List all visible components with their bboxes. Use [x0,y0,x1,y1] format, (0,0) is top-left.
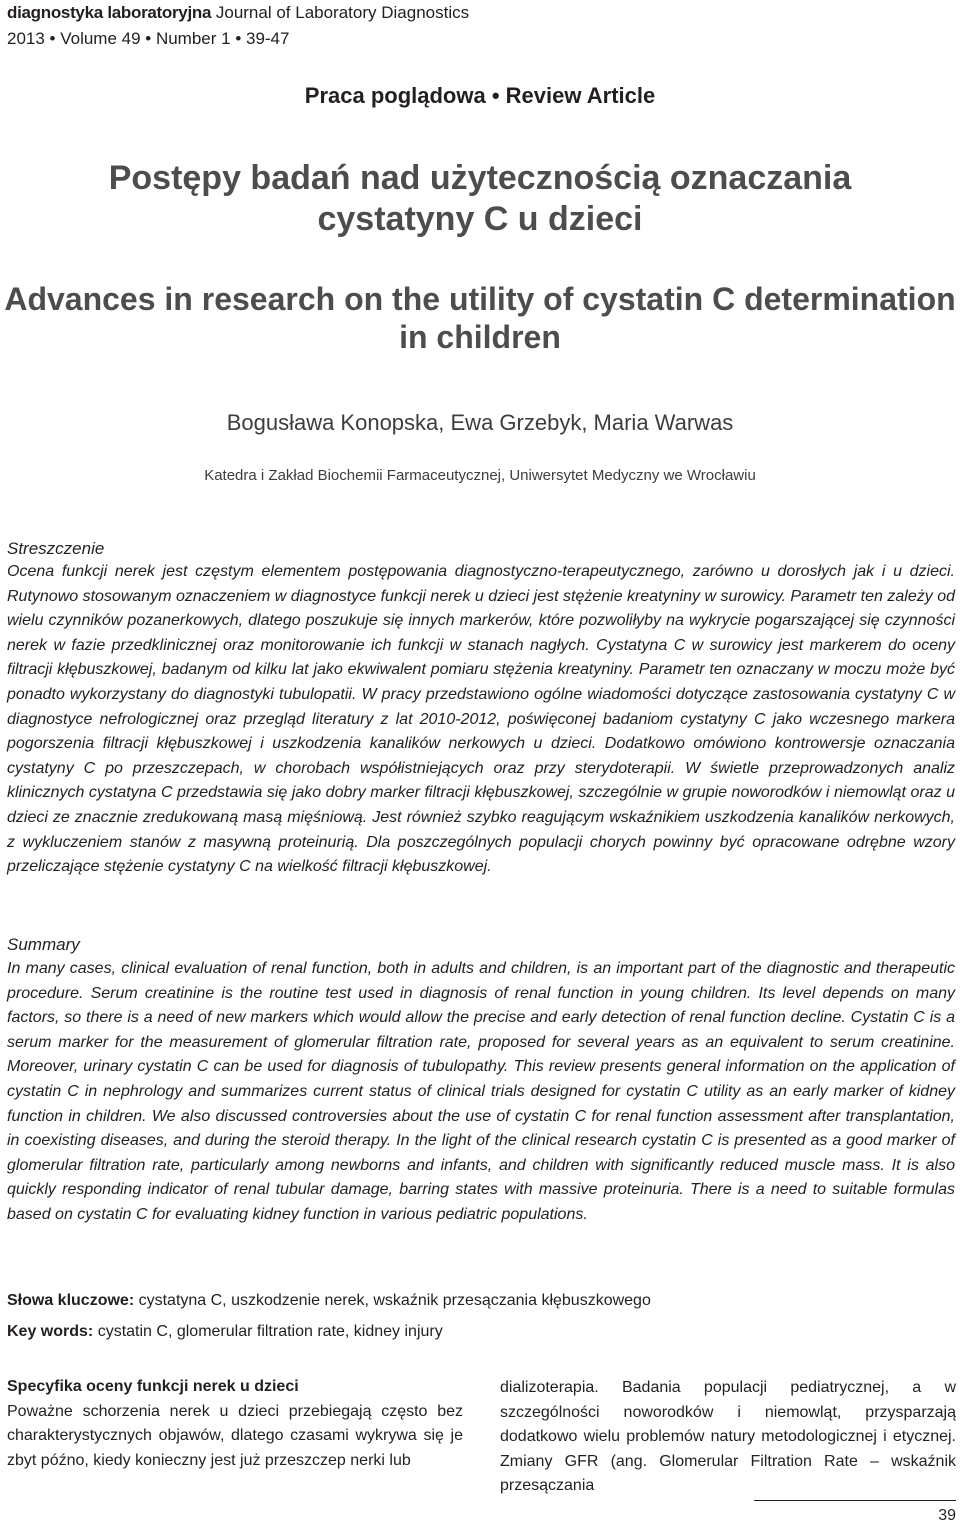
body-column-right [500,1376,956,1499]
affiliation: Katedra i Zakład Biochemii Farmaceutycznej, Uniwersytet Medyczny we Wrocławiu [204,467,756,484]
issue-info: 2013 • Volume 49 • Number 1 • 39-47 [7,29,290,48]
keywords-pl-text: cystatyna C, uszkodzenie nerek, wskaźnik przesączania kłębuszkowego [138,1292,651,1309]
abstract-en-heading: Summary [7,935,80,954]
abstract-pl-text: Ocena funkcji nerek jest częstym elementem postępowania diagnostyczno-terapeutycznego, zarówno u dorosłych jak i u dzieci. Rutynowo stosowanym oznaczeniem w diagnostyce funkcji nerek u dzieci jest stężenie kreatyniny w surowicy. Parametr ten zależy od wielu czynników pozanerkowych, dlatego poszukuje się innych markerów, które pozwoliłyby na wykrycie pogarszającej się czynności nerek w fazie przedklinicznej oraz monitorowanie ich funkcji w stanach nagłych. Cystatyna C w surowicy jest markerem do oceny filtracji kłębuszkowej, badanym od kilku lat jako ekwiwalent pomiaru stężenia kreatyniny. Parametr ten oznaczany w moczu może być ponadto wykorzystany do diagnostyki tubulopatii. W pracy przedstawiono ogólne wiadomości dotyczące zastosowania cystatyny C w diagnostyce nefrologicznej oraz przegląd literatury z lat 2010-2012, poświęconej badaniom cystatyny C jako wczesnego markera pogorszenia filtracji kłębuszkowej i uszkodzenia kanalików nerkowych u dzieci. Dodatkowo omówiono kontrowersje oznaczania cystatyny C po przeszczepach, w chorobach współistniejących oraz przy sterydoterapii. W świetle przeprowadzonych analiz klinicznych cystatyna C przedstawia się jako dobry marker filtracji kłębuszkowej, szczególnie w grupie noworodków i niemowląt oraz u dzieci ze znacznie zredukowaną masą mięśniową. Jest również szybko reagującym wskaźnikiem uszkodzenia kanalików nerkowych, z wykluczeniem stanów z masywną proteinurią. Dla poszczególnych populacji chorych powinny być opracowane odrębne wzory przeliczające stężenie cystatyny C na wielkość filtracji kłębuszkowej. [7,563,955,876]
journal-name-en: Journal of Laboratory Diagnostics [215,3,470,22]
footer-divider [754,1500,956,1501]
keywords-en [7,1321,443,1343]
body-left-text: Poważne schorzenia nerek u dzieci przebiegają często bez charakterystycznych objawów, dlatego czasami wykrywa się je zbyt późno, kiedy konieczny jest już przeszczep nerki lub [7,1402,463,1469]
keywords-pl [7,1290,651,1312]
article-type: Praca poglądowa • Review Article [304,83,656,108]
page-number: 39 [938,1507,956,1524]
authors: Bogusława Konopska, Ewa Grzebyk, Maria Warwas [226,410,734,435]
body-column-left [7,1375,463,1473]
title-polish: Postępy badań nad użytecznością oznaczania cystatyny C u dzieci [108,159,852,238]
keywords-en-text: cystatin C, glomerular filtration rate, kidney injury [97,1323,443,1340]
keywords-pl-label: Słowa kluczowe: [7,1292,135,1309]
abstract-en-text: In many cases, clinical evaluation of renal function, both in adults and children, is an important part of the diagnostic and therapeutic procedure. Serum creatinine is the routine test used in diagnosis of renal function in young children. Its level depends on many factors, so there is a need of new markers which would allow the precise and early detection of renal function decline. Cystatin C is a serum marker for the measurement of glomerular filtration rate, proposed for several years as an equivalent to serum creatinine. Moreover, urinary cystatin C can be used for diagnosis of tubulopathy. This review presents general information on the application of cystatin C in nephrology and summarizes current status of clinical trials designed for cystatin C utility as an early marker of kidney function in children. We also discussed controversies about the use of cystatin C for renal function assessment after transplantation, in coexisting diseases, and during the steroid therapy. In the light of the clinical research cystatin C is presented as a good marker of glomerular filtration rate, particularly among newborns and infants, and children with significantly reduced muscle mass. It is also quickly responding indicator of renal tubular damage, barring states with massive proteinuria. There is a need to suitable formulas based on cystatin C for evaluating kidney function in various pediatric populations. [7,960,955,1223]
keywords-en-label: Key words: [7,1323,94,1340]
section-heading: Specyfika oceny funkcji nerek u dzieci [7,1378,299,1395]
journal-name [7,2,469,24]
title-english: Advances in research on the utility of cystatin C determination in children [4,281,956,355]
abstract-pl-heading: Streszczenie [7,539,105,558]
journal-name-pl: diagnostyka laboratoryjna [7,3,212,22]
body-right-text: dializoterapia. Badania populacji pediatrycznej, a w szczególności noworodków i niemowląt, przysparzają dodatkowo wielu problemów natury metodologicznej i etycznej. Zmiany GFR (ang. Glomerular Filtration Rate – wskaźnik przesączania [500,1379,956,1495]
